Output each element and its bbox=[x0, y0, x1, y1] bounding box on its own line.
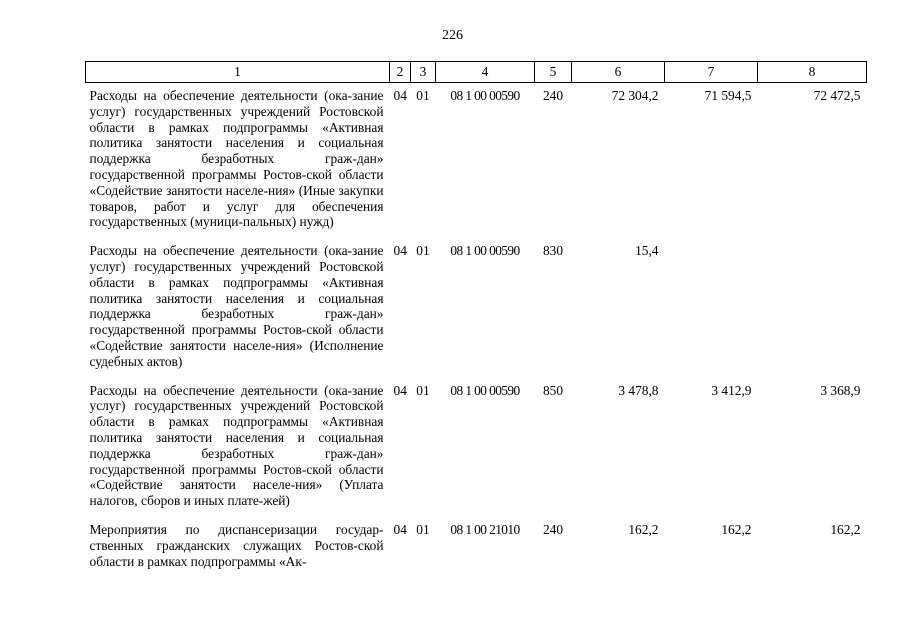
table-row bbox=[86, 83, 867, 239]
row-expense-type: 240 bbox=[542, 88, 564, 103]
table-row bbox=[86, 378, 867, 517]
header-col-6: 6 bbox=[572, 62, 665, 83]
row-amount-year-2: 162,2 bbox=[721, 521, 752, 537]
header-col-1: 1 bbox=[86, 62, 390, 83]
row-section-code: 04 bbox=[393, 88, 407, 103]
row-amount-year-1: 15,4 bbox=[635, 243, 659, 259]
table-header bbox=[86, 62, 867, 83]
row-amount-year-1: 162,2 bbox=[628, 521, 659, 537]
table-row bbox=[86, 238, 867, 377]
budget-table bbox=[85, 61, 867, 577]
row-amount-year-3 bbox=[758, 238, 867, 377]
row-target-article: 08 1 00 00590 bbox=[450, 382, 520, 398]
row-amount-year-1: 72 304,2 bbox=[611, 88, 659, 103]
row-amount-year-2: 71 594,5 bbox=[704, 88, 752, 103]
row-amount-year-3: 3 368,9 bbox=[820, 382, 861, 398]
row-amount-year-3: 72 472,5 bbox=[813, 88, 861, 103]
header-col-2: 2 bbox=[390, 62, 411, 83]
row-target-article: 08 1 00 21010 bbox=[450, 521, 520, 537]
row-amount-year-1: 3 478,8 bbox=[618, 382, 659, 398]
row-description: Расходы на обеспечение деятельности (ока-зание услуг) государственных учреждений Ростовской области в рамках подпрограммы «Активная политика занятости населения и социальная поддержка безработных граж-дан» государственной программы Ростов-ской области «Содействие занятости населе-ния» (Исполнение судебных актов) bbox=[89, 243, 384, 369]
page-number: 226 bbox=[442, 28, 463, 43]
row-description: Расходы на обеспечение деятельности (ока-зание услуг) государственных учреждений Ростовской области в рамках подпрограммы «Активная политика занятости населения и социальная поддержка безработных граж-дан» государственной программы Ростов-ской области «Содействие занятости населе-ния» (Уплата налогов, сборов и иных плате-жей) bbox=[89, 382, 384, 509]
row-subsection-code: 01 bbox=[416, 88, 430, 103]
row-subsection-code: 01 bbox=[416, 382, 430, 398]
row-expense-type: 850 bbox=[542, 382, 564, 398]
row-section-code: 04 bbox=[393, 382, 407, 398]
row-amount-year-2: 3 412,9 bbox=[711, 382, 752, 398]
row-subsection-code: 01 bbox=[416, 521, 430, 537]
row-target-article: 08 1 00 00590 bbox=[450, 243, 520, 259]
header-col-7: 7 bbox=[665, 62, 758, 83]
row-section-code: 04 bbox=[393, 243, 407, 259]
header-col-8: 8 bbox=[758, 62, 867, 83]
row-expense-type: 240 bbox=[542, 521, 564, 537]
row-amount-year-3: 162,2 bbox=[830, 521, 861, 537]
header-col-3: 3 bbox=[411, 62, 436, 83]
row-description: Расходы на обеспечение деятельности (ока-зание услуг) государственных учреждений Ростовской области в рамках подпрограммы «Активная политика занятости населения и социальная поддержка безработных граж-дан» государственной программы Ростов-ской области «Содействие занятости населе-ния» (Иные закупки товаров, работ и услуг для обеспечения государственных (муници-пальных) нужд) bbox=[89, 88, 384, 230]
header-col-5: 5 bbox=[535, 62, 572, 83]
row-section-code: 04 bbox=[393, 521, 407, 537]
row-subsection-code: 01 bbox=[416, 243, 430, 259]
row-description: Мероприятия по диспансеризации государ-ственных гражданских служащих Ростов-ской области в рамках подпрограммы «Ак- bbox=[89, 521, 384, 569]
row-target-article: 08 1 00 00590 bbox=[450, 88, 520, 103]
header-col-4: 4 bbox=[436, 62, 535, 83]
row-amount-year-2 bbox=[665, 238, 758, 377]
row-expense-type: 830 bbox=[542, 243, 564, 259]
table-row bbox=[86, 517, 867, 577]
